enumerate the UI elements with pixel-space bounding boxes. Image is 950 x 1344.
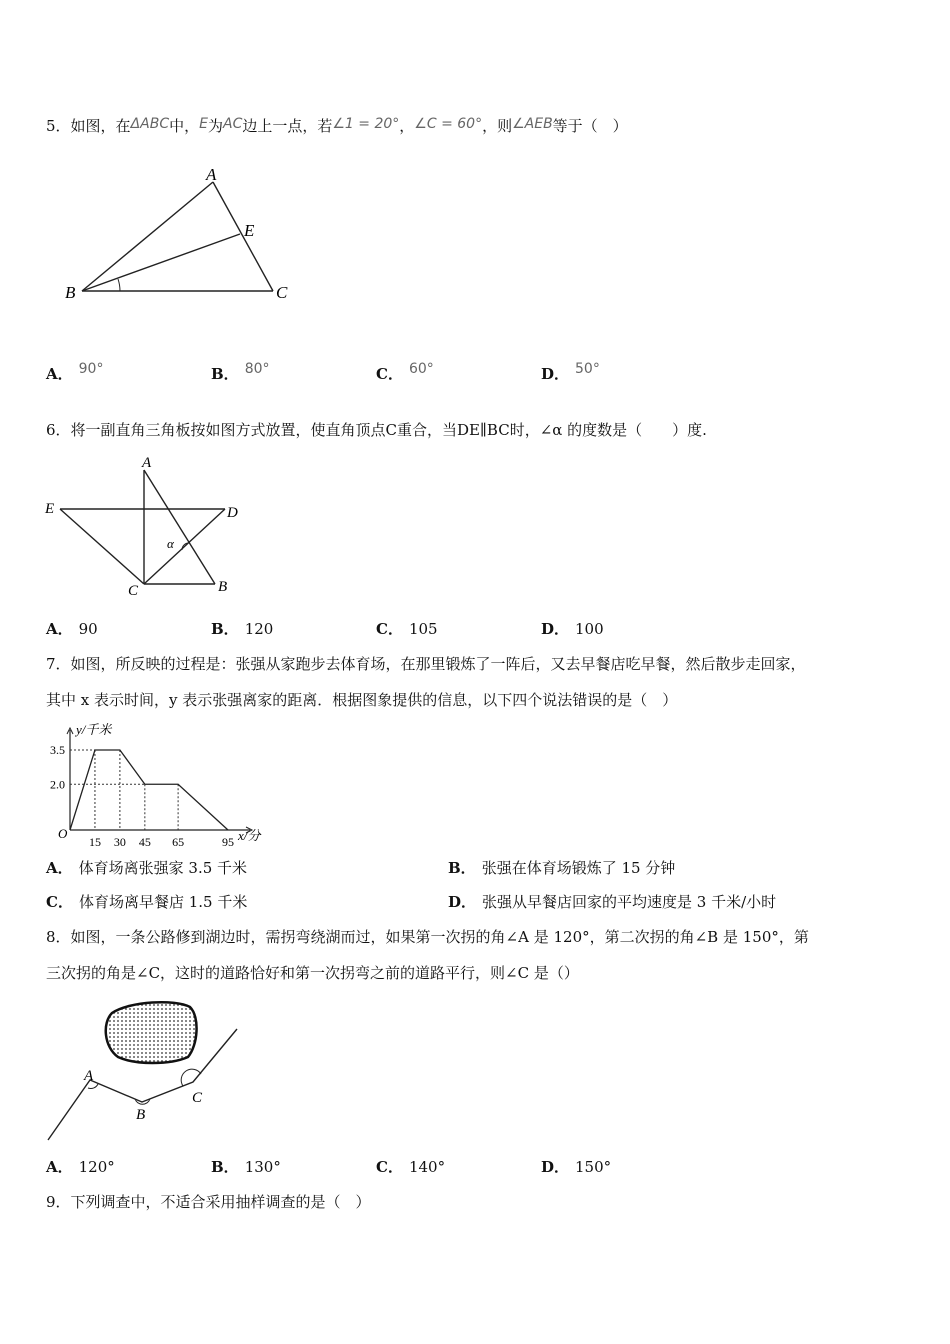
q6-label-alpha: α bbox=[167, 536, 174, 551]
q5-option-d[interactable]: D． 50° bbox=[541, 361, 600, 383]
q5-label-b: B bbox=[65, 283, 76, 302]
q8-option-b[interactable]: B． 130° bbox=[211, 1158, 281, 1176]
q5-option-b[interactable]: B． 80° bbox=[211, 361, 270, 383]
q5-label-a: A bbox=[206, 165, 217, 184]
q7-x-tick-label: 65 bbox=[172, 835, 185, 849]
q5-triangle-figure bbox=[60, 160, 300, 310]
q6-stem: 6．将一副直角三角板按如图方式放置，使直角顶点C重合，当DE∥BC时，∠α 的度数是（ ）度. bbox=[46, 421, 707, 439]
q6-label-c: C bbox=[128, 583, 139, 599]
q7-series-line bbox=[70, 750, 228, 830]
q8-label-c: C bbox=[192, 1090, 203, 1106]
q6-label-d: D bbox=[227, 505, 238, 521]
q5-label-e: E bbox=[244, 221, 255, 240]
q6-label-a: A bbox=[142, 455, 152, 471]
q7-option-b[interactable]: B． 张强在体育场锻炼了 15 分钟 bbox=[448, 859, 676, 877]
q9-stem: 9．下列调查中，不适合采用抽样调查的是（ ） bbox=[46, 1193, 371, 1211]
q6-label-b: B bbox=[218, 579, 228, 595]
q8-stem-line1: 8．如图，一条公路修到湖边时，需拐弯绕湖而过，如果第一次拐的角∠A 是 120°，第二次拐的角∠B 是 150°，第 bbox=[46, 928, 809, 946]
q6-option-a[interactable]: A． 90 bbox=[46, 620, 98, 638]
q7-xlabel: x/分 bbox=[238, 828, 261, 843]
q8-label-b: B bbox=[136, 1107, 146, 1123]
q8-label-a: A bbox=[84, 1068, 94, 1084]
q7-x-tick-label: 95 bbox=[222, 835, 234, 849]
q8-option-a[interactable]: A． 120° bbox=[46, 1158, 115, 1176]
q6-label-e: E bbox=[45, 501, 55, 517]
q8-road-lake-figure bbox=[40, 995, 250, 1145]
q6-set-squares-figure bbox=[40, 455, 260, 600]
q7-stem-line2: 其中 x 表示时间，y 表示张强离家的距离．根据图象提供的信息，以下四个说法错误的是（ ） bbox=[46, 691, 678, 709]
q6-option-d[interactable]: D． 100 bbox=[541, 620, 604, 638]
q5-option-c[interactable]: C． 60° bbox=[376, 361, 434, 383]
q7-axes bbox=[67, 728, 252, 833]
q7-x-tick-label: 15 bbox=[88, 835, 101, 849]
q7-x-tick-label: 45 bbox=[138, 835, 151, 849]
q7-x-tick-label: 30 bbox=[113, 835, 126, 849]
q7-y-tick-label: 3.5 bbox=[50, 743, 65, 757]
q5-option-a[interactable]: A． 90° bbox=[46, 361, 104, 383]
lake bbox=[106, 1002, 197, 1063]
q7-option-d[interactable]: D． 张强从早餐店回家的平均速度是 3 千米/小时 bbox=[448, 893, 777, 911]
q8-option-c[interactable]: C． 140° bbox=[376, 1158, 446, 1176]
q6-option-c[interactable]: C． 105 bbox=[376, 620, 438, 638]
q7-option-c[interactable]: C． 体育场离早餐店 1.5 千米 bbox=[46, 893, 248, 911]
q7-guides bbox=[70, 750, 178, 830]
q8-stem-line2: 三次拐的角是∠C，这时的道路恰好和第一次拐弯之前的道路平行，则∠C 是（） bbox=[46, 964, 579, 982]
q5-label-c: C bbox=[276, 283, 288, 302]
q6-option-b[interactable]: B． 120 bbox=[211, 620, 274, 638]
q7-ylabel: y/千米 bbox=[76, 722, 112, 737]
q7-tick-labels bbox=[50, 743, 234, 849]
q7-option-a[interactable]: A． 体育场离张强家 3.5 千米 bbox=[46, 859, 248, 877]
q7-distance-time-chart bbox=[40, 720, 280, 850]
q7-origin: O bbox=[58, 826, 68, 841]
q7-stem-line1: 7．如图，所反映的过程是：张强从家跑步去体育场，在那里锻炼了一阵后，又去早餐店吃早餐，然后散步走回家， bbox=[46, 655, 806, 673]
q8-option-d[interactable]: D． 150° bbox=[541, 1158, 612, 1176]
q5-stem: 5．如图，在ΔABC中，E为AC边上一点，若∠1 = 20°，∠C = 60°，则∠AEB等于（ ） bbox=[46, 116, 628, 135]
q7-y-tick-label: 2.0 bbox=[50, 777, 65, 792]
